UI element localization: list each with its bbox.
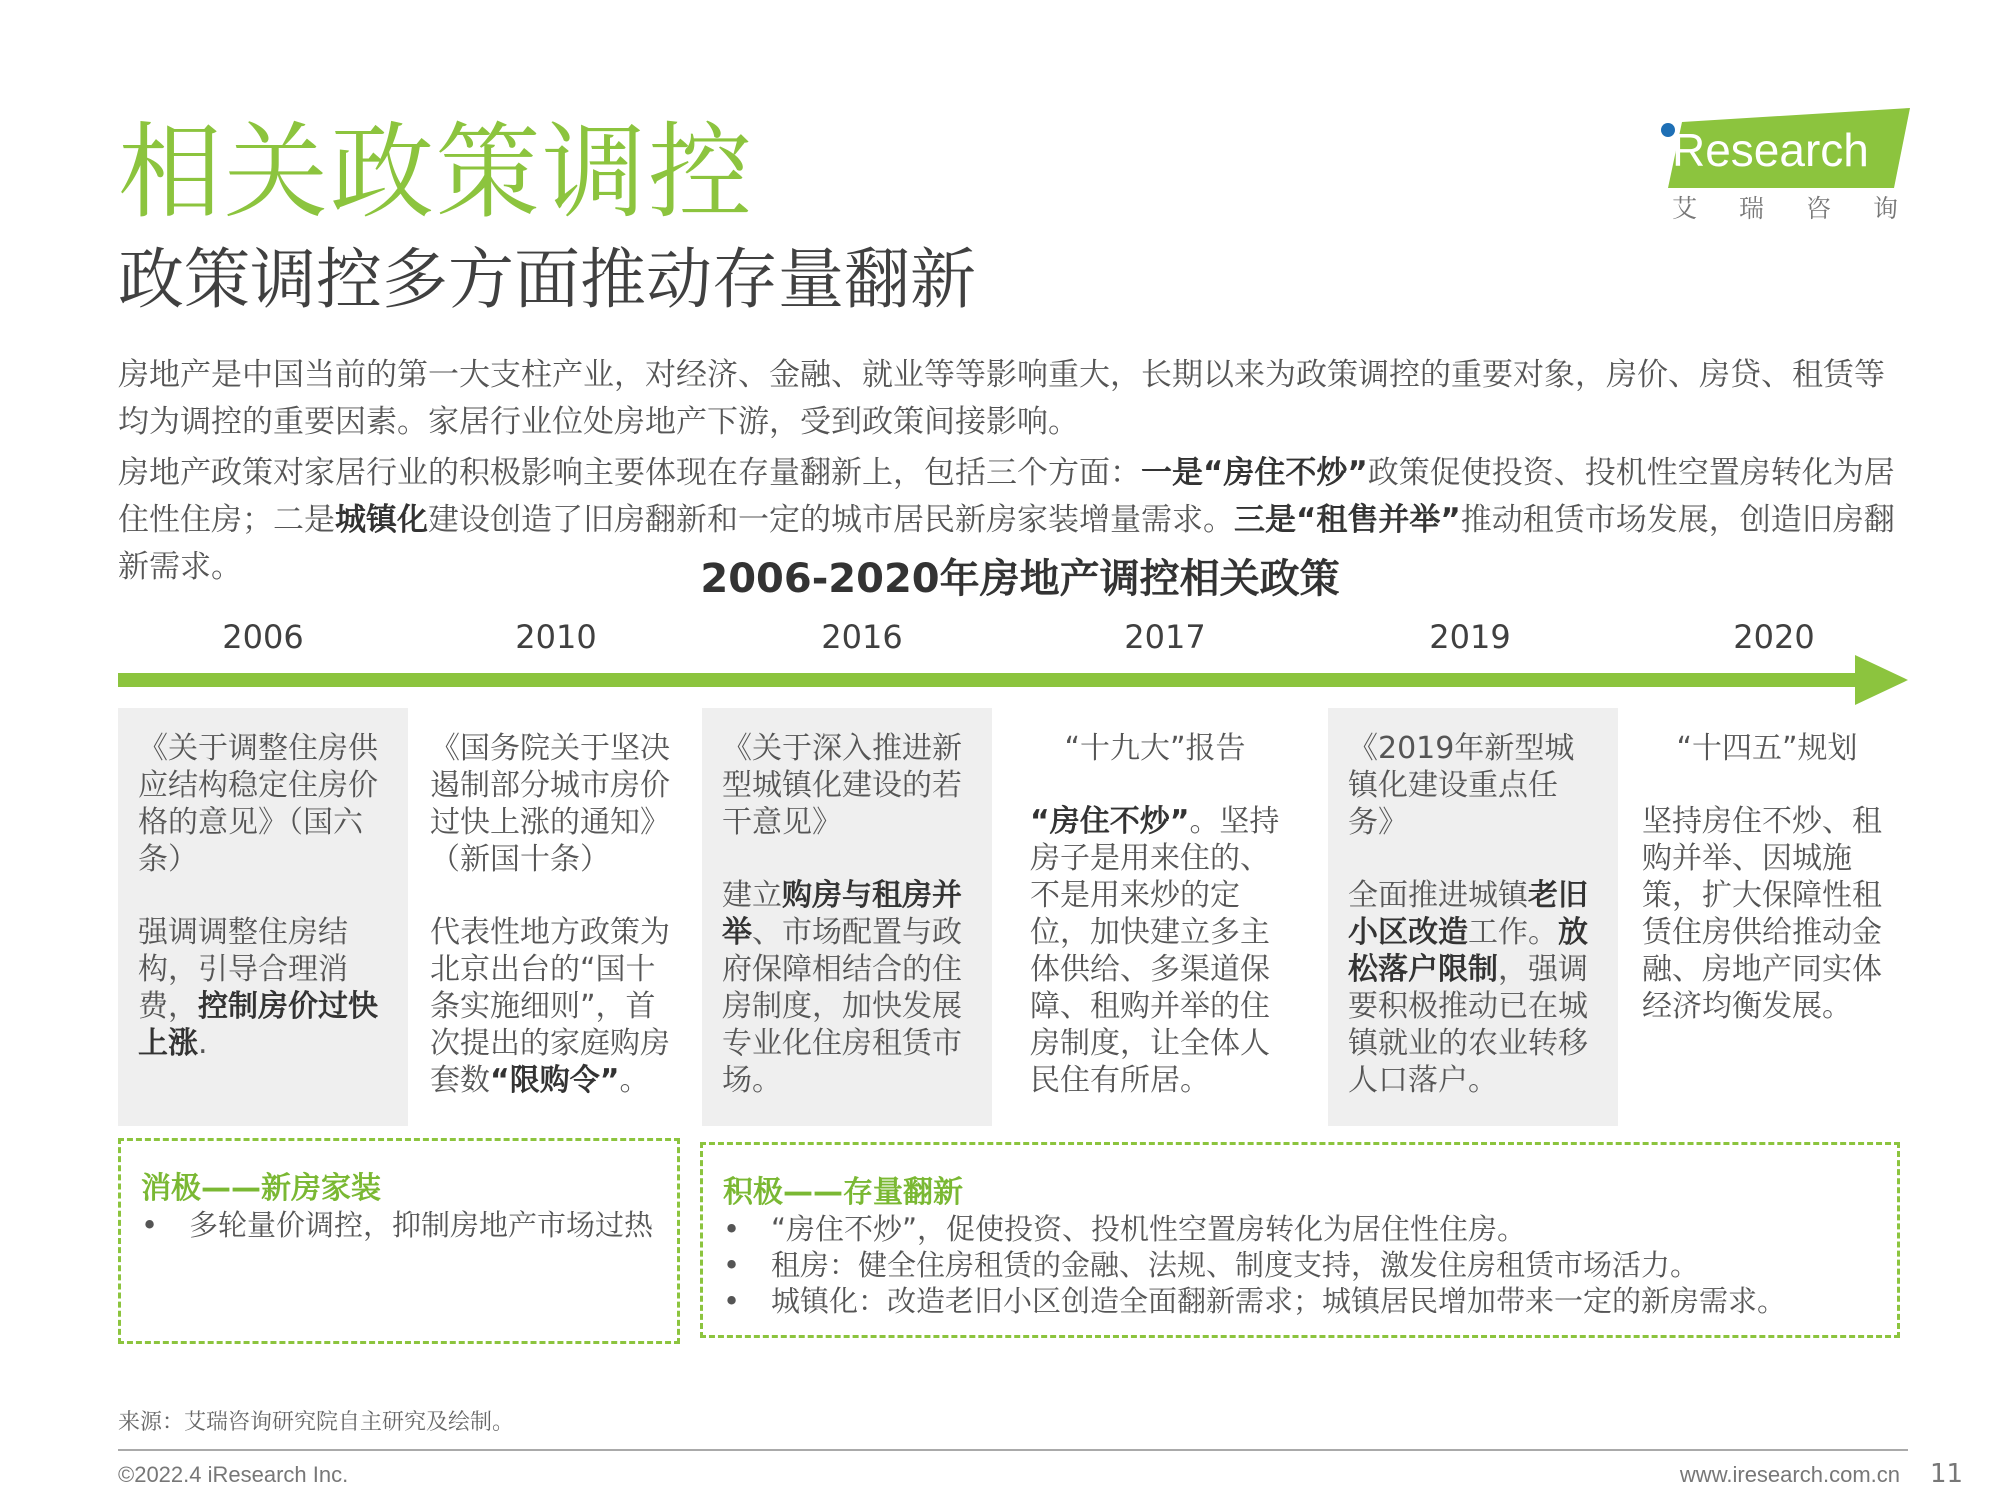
list-item-text: 城镇化：改造老旧小区创造全面翻新需求；城镇居民增加带来一定的新房需求。 xyxy=(771,1284,1787,1318)
policy-text: 。 xyxy=(619,1063,650,1098)
policy-text: 强调调整住房结构，引导合理消费， xyxy=(138,915,348,1024)
bullet-icon: • xyxy=(723,1284,741,1318)
timeline-year-2017: 2017 xyxy=(1124,618,1206,656)
policy-highlight: 老旧小区改造 xyxy=(1348,878,1588,950)
page-number: 11 xyxy=(1930,1459,1964,1489)
policy-text: 、市场配置与政府保障相结合的住房制度，加快发展专业化住房租赁市场。 xyxy=(722,915,962,1098)
timeline-year-2016: 2016 xyxy=(821,618,903,656)
timeline-arrow xyxy=(118,655,1908,705)
policy-title: 《关于调整住房供应结构稳定住房价格的意见》（国六条） xyxy=(138,731,378,877)
policy-title: 《关于深入推进新型城镇化建设的若干意见》 xyxy=(722,731,962,840)
policy-description xyxy=(722,877,972,1099)
logo-chinese-name: 艾瑞咨询 xyxy=(1672,194,1941,223)
logo-wordmark: Research xyxy=(1672,124,1869,176)
bullet-icon: • xyxy=(723,1248,741,1282)
page-subtitle: 政策调控多方面推动存量翻新 xyxy=(118,241,976,318)
policy-highlight: “房住不炒” xyxy=(1030,804,1190,839)
copyright-text: ©2022.4 iResearch Inc. xyxy=(118,1462,349,1487)
page-title: 相关政策调控 xyxy=(118,111,755,233)
positive-impact-list xyxy=(723,1211,1877,1319)
intro-text: 推动租赁市场发展，创造旧房翻新需求。 xyxy=(118,502,1895,585)
policy-column-2019 xyxy=(1328,708,1618,1126)
list-item xyxy=(723,1211,1877,1247)
list-item xyxy=(723,1283,1877,1319)
timeline-year-2019: 2019 xyxy=(1429,618,1511,656)
negative-impact-box xyxy=(118,1138,680,1344)
list-item xyxy=(141,1207,657,1243)
intro-text: 房地产政策对家居行业的积极影响主要体现在存量翻新上，包括三个方面： xyxy=(118,455,1141,491)
policy-column-2020 xyxy=(1622,708,1912,1126)
policy-text: 工作。 xyxy=(1468,915,1558,950)
positive-impact-box xyxy=(700,1142,1900,1338)
iresearch-logo xyxy=(1660,108,1941,228)
policy-highlight: 购房与租房并举 xyxy=(722,878,962,950)
intro-highlight: 城镇化 xyxy=(335,502,428,538)
intro-highlight: 三是“租售并举” xyxy=(1234,502,1461,538)
timeline-year-2010: 2010 xyxy=(515,618,597,656)
policy-text: . xyxy=(198,1026,208,1061)
policy-text: 建立 xyxy=(722,878,782,913)
policy-column-2010 xyxy=(410,708,700,1126)
list-item-text: 多轮量价调控，抑制房地产市场过热 xyxy=(189,1208,654,1242)
timeline-year-2006: 2006 xyxy=(222,618,304,656)
positive-impact-title: 积极——存量翻新 xyxy=(723,1175,963,1210)
policy-title: 《2019年新型城镇化建设重点任务》 xyxy=(1348,731,1575,840)
policy-description xyxy=(1348,877,1598,1099)
policy-title: 《国务院关于坚决遏制部分城市房价过快上涨的通知》（新国十条） xyxy=(430,731,670,877)
source-note: 来源：艾瑞咨询研究院自主研究及绘制。 xyxy=(118,1410,515,1435)
intro-text: 政策促使投资、投机性空置房转化为居住性住房；二是 xyxy=(118,455,1895,538)
policy-text: 。坚持房子是用来住的、不是用来炒的定位，加快建立多主体供给、多渠道保障、租购并举的住房制度，让全体人民住有所居。 xyxy=(1030,804,1280,1098)
list-item-text: 租房：健全住房租赁的金融、法规、制度支持，激发住房租赁市场活力。 xyxy=(771,1248,1700,1282)
policy-text: 代表性地方政策为北京出台的“国十条实施细则”，首次提出的家庭购房套数 xyxy=(430,915,670,1098)
policy-text: ，强调要积极推动已在城镇就业的农业转移人口落户。 xyxy=(1348,952,1588,1098)
list-item xyxy=(723,1247,1877,1283)
policy-title: “十九大”报告 xyxy=(1064,731,1246,766)
timeline-title: 2006-2020年房地产调控相关政策 xyxy=(700,556,1340,602)
policy-column-2016 xyxy=(702,708,992,1126)
policy-description xyxy=(430,914,680,1099)
intro-paragraph-1: 房地产是中国当前的第一大支柱产业，对经济、金融、就业等等影响重大，长期以来为政策调控的重要对象，房价、房贷、租赁等均为调控的重要因素。家居行业位处房地产下游，受到政策间接影响。 xyxy=(118,357,1885,440)
policy-description: 坚持房住不炒、租购并举、因城施策，扩大保障性租赁住房供给推动金融、房地产同实体经济均衡发展。 xyxy=(1642,804,1882,1024)
website-link[interactable]: www.iresearch.com.cn xyxy=(1679,1462,1900,1487)
bullet-icon: • xyxy=(141,1208,159,1242)
negative-impact-title: 消极——新房家装 xyxy=(141,1171,381,1206)
intro-highlight: 一是“房住不炒” xyxy=(1141,455,1368,491)
policy-title: “十四五”规划 xyxy=(1676,731,1858,766)
negative-impact-list xyxy=(141,1207,657,1243)
policy-highlight: “限购令” xyxy=(490,1063,620,1098)
intro-text: 建设创造了旧房翻新和一定的城市居民新房家装增量需求。 xyxy=(428,502,1234,538)
list-item-text: “房住不炒”，促使投资、投机性空置房转化为居住性住房。 xyxy=(771,1212,1527,1246)
policy-description xyxy=(138,914,388,1062)
policy-column-2006 xyxy=(118,708,408,1126)
bullet-icon: • xyxy=(723,1212,741,1246)
policy-description xyxy=(1030,803,1280,1099)
footer-divider xyxy=(118,1449,1908,1451)
policy-highlight: 控制房价过快上涨 xyxy=(138,989,378,1061)
timeline-year-2020: 2020 xyxy=(1733,618,1815,656)
policy-column-2017 xyxy=(1010,708,1300,1126)
policy-text: 全面推进城镇 xyxy=(1348,878,1528,913)
policy-highlight: 放松落户限制 xyxy=(1348,915,1588,987)
